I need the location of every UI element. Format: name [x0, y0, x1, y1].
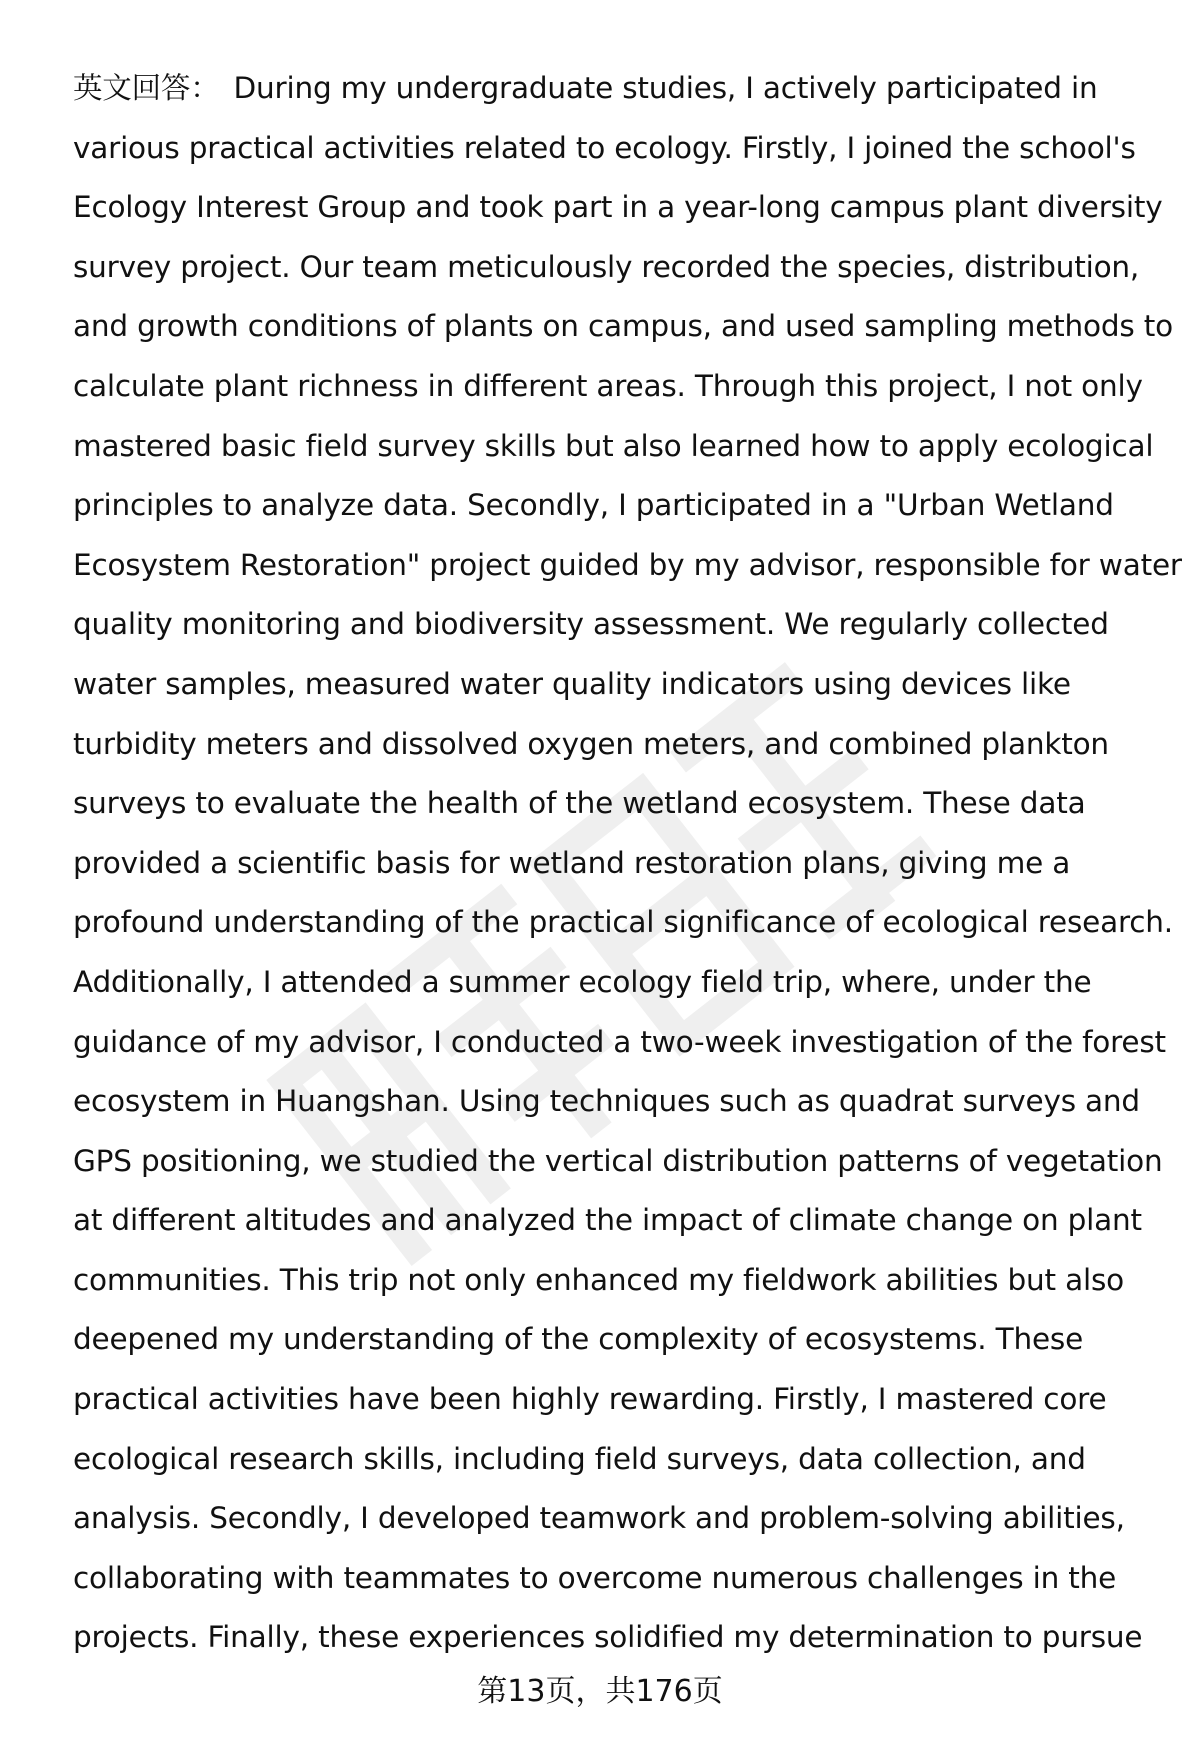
- text-line: projects. Finally, these experiences solidified my determination to pursue: [73, 1620, 1143, 1655]
- text-line: at different altitudes and analyzed the impact of climate change on plant: [73, 1203, 1142, 1238]
- text-line: ecosystem in Huangshan. Using techniques such as quadrat surveys and: [73, 1084, 1140, 1119]
- text-line: profound understanding of the practical significance of ecological research.: [73, 905, 1173, 940]
- text-line: 英文回答： During my undergraduate studies, I actively participated in: [73, 71, 1098, 105]
- text-line: calculate plant richness in different areas. Through this project, I not only: [73, 368, 1143, 403]
- text-line: deepened my understanding of the complexity of ecosystems. These: [73, 1322, 1084, 1357]
- text-line: principles to analyze data. Secondly, I participated in a "Urban Wetland: [73, 488, 1114, 523]
- text-line: various practical activities related to ecology. Firstly, I joined the school's: [73, 130, 1136, 165]
- text-line: analysis. Secondly, I developed teamwork and problem-solving abilities,: [73, 1501, 1125, 1536]
- text-line: survey project. Our team meticulously recorded the species, distribution,: [73, 249, 1140, 284]
- answer-paragraph: [73, 59, 1182, 1668]
- text-line: turbidity meters and dissolved oxygen meters, and combined plankton: [73, 726, 1109, 761]
- text-line: Ecology Interest Group and took part in a year-long campus plant diversity: [73, 190, 1163, 225]
- answer-label: 英文回答：: [73, 71, 220, 105]
- text-line: ecological research skills, including field surveys, data collection, and: [73, 1441, 1086, 1476]
- text-line: quality monitoring and biodiversity assessment. We regularly collected: [73, 607, 1109, 642]
- text-line: water samples, measured water quality indicators using devices like: [73, 666, 1071, 701]
- text-line: mastered basic field survey skills but also learned how to apply ecological: [73, 428, 1154, 463]
- page-indicator: 第13页，共176页: [477, 1674, 723, 1709]
- text-line: Ecosystem Restoration" project guided by my advisor, responsible for water: [73, 547, 1182, 582]
- text-line: GPS positioning, we studied the vertical distribution patterns of vegetation: [73, 1143, 1163, 1178]
- text-line: provided a scientific basis for wetland restoration plans, giving me a: [73, 845, 1071, 880]
- text-line: guidance of my advisor, I conducted a two-week investigation of the forest: [73, 1024, 1166, 1059]
- text-line: communities. This trip not only enhanced my fieldwork abilities but also: [73, 1262, 1124, 1297]
- text-line: Additionally, I attended a summer ecology field trip, where, under the: [73, 964, 1092, 999]
- text-line: practical activities have been highly rewarding. Firstly, I mastered core: [73, 1382, 1107, 1417]
- text-line: and growth conditions of plants on campus, and used sampling methods to: [73, 309, 1173, 344]
- text-line: surveys to evaluate the health of the wetland ecosystem. These data: [73, 786, 1086, 821]
- text-line: collaborating with teammates to overcome numerous challenges in the: [73, 1560, 1117, 1595]
